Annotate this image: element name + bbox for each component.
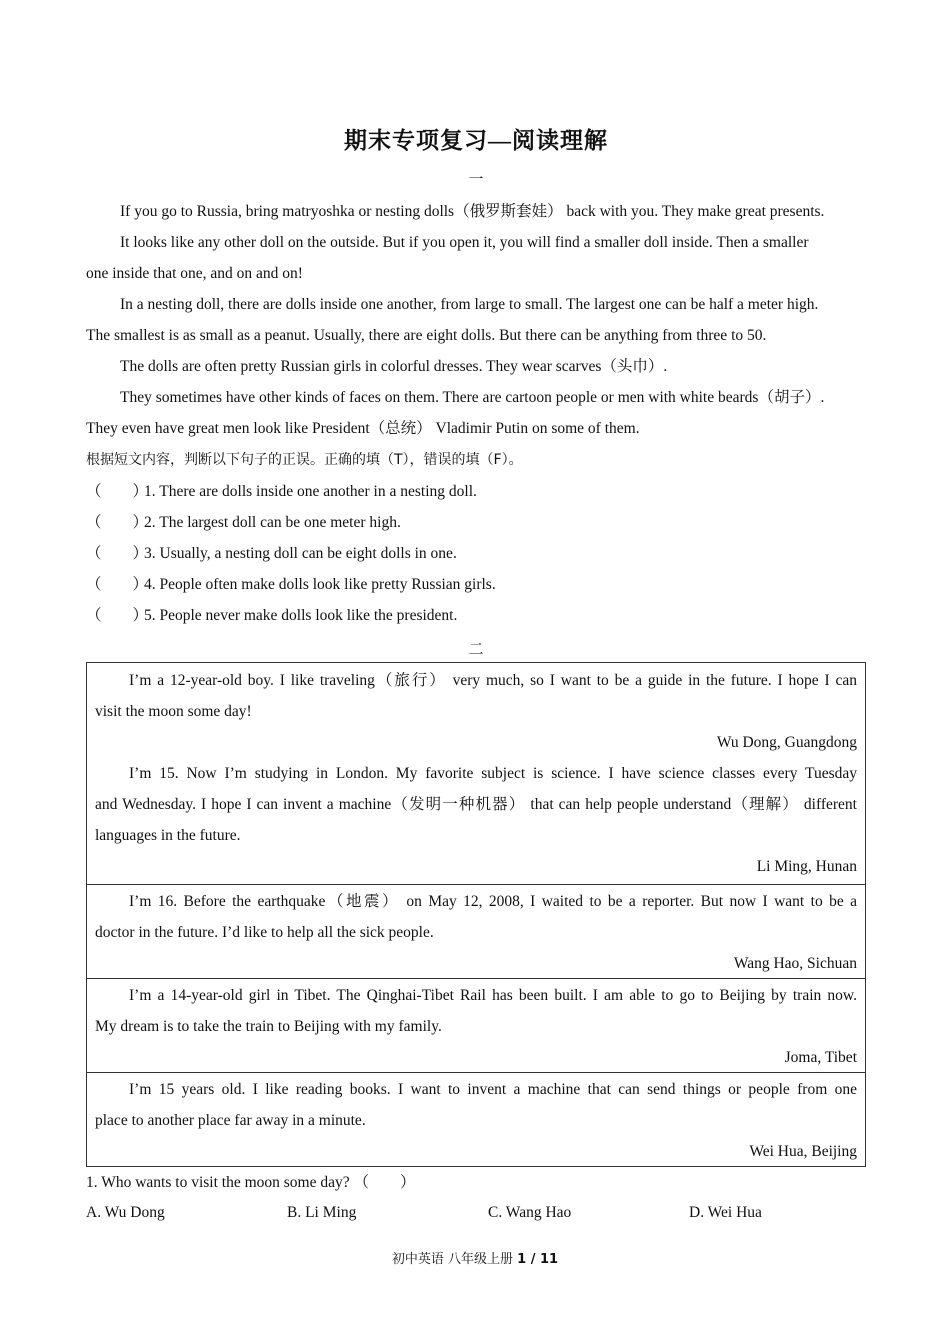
page-footer: [0, 1248, 950, 1267]
section-1-number: 一: [468, 172, 484, 188]
tf-question-4: （ ）4. People often make dolls look like pretty Russian girls.: [86, 576, 496, 593]
c1a-line1: I’m a 12-year-old boy. I like traveling（旅行） very much, so I want to be a guide in the future. I hope I can: [129, 672, 857, 689]
s1-para2-line1: It looks like any other doll on the outside. But if you open it, you will find a smaller doll inside. Then a smaller: [120, 234, 809, 251]
c1a-line2: visit the moon some day!: [95, 703, 252, 720]
s1-para5-line1: They sometimes have other kinds of faces on them. There are cartoon people or men with white beards（胡子）.: [120, 389, 825, 406]
option-d[interactable]: D. Wei Hua: [689, 1204, 762, 1221]
c3-line1: I’m a 14-year-old girl in Tibet. The Qinghai-Tibet Rail has been built. I am able to go to Beijing by train now.: [129, 987, 857, 1004]
c1b-line2: and Wednesday. I hope I can invent a machine（发明一种机器） that can help people understand（理解） different: [95, 796, 857, 813]
answer-blank[interactable]: （ ）: [86, 545, 149, 562]
s1-para2-line2: one inside that one, and on and on!: [86, 265, 303, 282]
c4-signature: Wei Hua, Beijing: [749, 1143, 857, 1160]
c4-line1: I’m 15 years old. I like reading books. I want to invent a machine that can send things or people from one: [129, 1081, 857, 1098]
c3-signature: Joma, Tibet: [784, 1049, 857, 1066]
table-cell-2: [87, 884, 865, 978]
table-cell-4: [87, 1072, 865, 1166]
tf-question-5: （ ）5. People never make dolls look like the president.: [86, 607, 458, 624]
footer-text: 初中英语 八年级上册: [391, 1252, 518, 1267]
s1-para5-line2: They even have great men look like President（总统） Vladimir Putin on some of them.: [86, 420, 640, 437]
s1-instruction: 根据短文内容，判断以下句子的正误。正确的填（T），错误的填（F）。: [86, 452, 523, 468]
tf-question-2: （ ）2. The largest doll can be one meter high.: [86, 514, 401, 531]
option-b[interactable]: B. Li Ming: [287, 1204, 357, 1221]
option-a[interactable]: A. Wu Dong: [86, 1204, 165, 1221]
s1-para3-line1: In a nesting doll, there are dolls inside one another, from large to small. The largest one can be half a meter high.: [120, 296, 819, 313]
c1b-line3: languages in the future.: [95, 827, 241, 844]
c2-line1: I’m 16. Before the earthquake（地震） on May 12, 2008, I waited to be a reporter. But now I want to be a: [129, 893, 857, 910]
letters-table: [86, 662, 866, 1167]
tf-question-3: （ ）3. Usually, a nesting doll can be eight dolls in one.: [86, 545, 457, 562]
c1b-signature: Li Ming, Hunan: [756, 858, 857, 875]
answer-blank[interactable]: （ ）: [86, 576, 149, 593]
section-2-number: 二: [468, 642, 484, 658]
s1-para4: The dolls are often pretty Russian girls in colorful dresses. They wear scarves（头巾）.: [120, 358, 668, 375]
page-number: 1 / 11: [517, 1252, 559, 1267]
answer-blank[interactable]: （ ）: [86, 607, 149, 624]
tf-question-1: （ ）1. There are dolls inside one another in a nesting doll.: [86, 483, 477, 500]
c4-line2: place to another place far away in a minute.: [95, 1112, 366, 1129]
page-title: 期末专项复习—阅读理解: [344, 128, 608, 153]
s1-para1: If you go to Russia, bring matryoshka or nesting dolls（俄罗斯套娃） back with you. They make great presents.: [120, 203, 825, 220]
table-cell-1: [87, 663, 865, 884]
answer-blank[interactable]: （ ）: [86, 483, 149, 500]
s1-para3-line2: The smallest is as small as a peanut. Usually, there are eight dolls. But there can be anything from three to 50.: [86, 327, 767, 344]
c2-line2: doctor in the future. I’d like to help all the sick people.: [95, 924, 434, 941]
answer-blank[interactable]: （ ）: [86, 514, 149, 531]
c2-signature: Wang Hao, Sichuan: [733, 955, 857, 972]
option-c[interactable]: C. Wang Hao: [488, 1204, 572, 1221]
c1b-line1: I’m 15. Now I’m studying in London. My favorite subject is science. I have science classes every Tuesday: [129, 765, 857, 782]
table-cell-3: [87, 978, 865, 1072]
c3-line2: My dream is to take the train to Beijing with my family.: [95, 1018, 442, 1035]
mc-question-1: 1. Who wants to visit the moon some day? （ ）: [86, 1174, 416, 1191]
c1a-signature: Wu Dong, Guangdong: [716, 734, 857, 751]
